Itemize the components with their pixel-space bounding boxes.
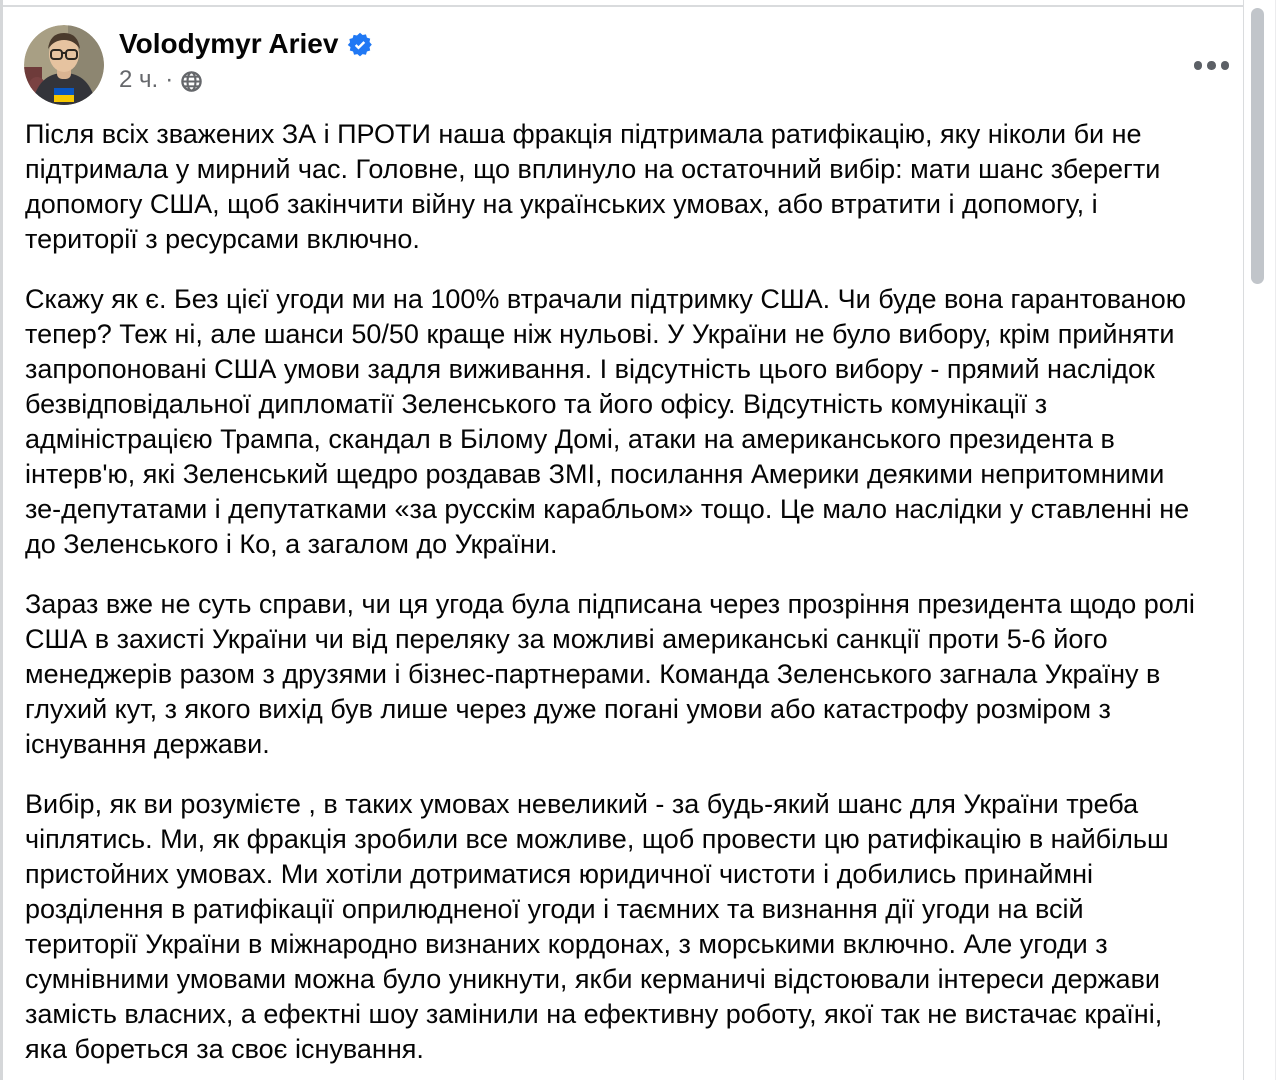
- post-meta: [119, 66, 373, 94]
- globe-icon: [180, 70, 203, 93]
- avatar-photo: [24, 25, 104, 105]
- three-dots-icon: [1194, 61, 1203, 70]
- timestamp[interactable]: 2 ч.: [119, 66, 159, 93]
- post-paragraph-3: Зараз вже не суть справи, чи ця угода була підписана через прозріння президента щодо ролі США в захисті України чи від переляку за можливі американські санкції проти 5-6 його менеджерів разом з друзями і бізнес-партнерами. Команда Зеленського загнала Україну в глухий кут, з якого вихід був лише через дуже погані умови або катастрофу розміром з існування держави.: [25, 589, 1203, 759]
- author-row: [119, 27, 373, 61]
- post-card: [3, 7, 1243, 1080]
- verified-badge-icon: [347, 32, 373, 58]
- post-header: [3, 7, 1243, 105]
- post-header-text: [119, 25, 373, 94]
- post-paragraph-1: Після всіх зважених ЗА і ПРОТИ наша фракція підтримала ратифікацію, яку ніколи би не підтримала у мирний час. Головне, що вплинуло на остаточний вибір: мати шанс зберегти допомогу США, щоб закінчити війну на українських умовах, або втратити і допомогу, і території з ресурсами включно.: [25, 119, 1168, 254]
- post-paragraph-4: Вибір, як ви розумієте , в таких умовах невеликий - за будь-який шанс для України треба чіплятись. Ми, як фракція зробили все можливе, щоб провести цю ратифікацію в найбільш пристойних умовах. Ми хотіли дотриматися юридичної чистоти і добились принаймні розділення в ратифікації оприлюдненої угоди і таємних та визнання дії угоди на всій території України в міжнародно визнаних кордонах, з морськими включно. Але угоди з сумнівними умовами можна було уникнути, якби керманичі відстоювали інтереси держави замість власних, а ефектні шоу замінили на ефективну роботу, якої так не вистачає країні, яка бореться за своє існування.: [25, 789, 1177, 1064]
- scrollbar-thumb[interactable]: [1251, 8, 1264, 284]
- avatar[interactable]: [24, 25, 104, 105]
- window-edge: [1275, 0, 1276, 1080]
- post-body: [3, 105, 1211, 1067]
- post-paragraph-2: Скажу як є. Без цієї угоди ми на 100% втрачали підтримку США. Чи буде вона гарантованою тепер? Теж ні, але шанси 50/50 краще ніж нульові. У України не було вибору, крім прийняти запропоновані США умови задля виживання. І відсутність цього вибору - прямий наслідок безвідповідальної дипломатії Зеленського та його офісу. Відсутність комунікації з адміністрацією Трампа, скандал в Білому Домі, атаки на американського президента в інтерв'ю, які Зеленський щедро роздавав ЗМІ, посилання Америки деякими непритомними зе-депутатами і депутатками «за русскім карабльом» тощо. Це мало наслідки у ставленні не до Зеленського і Ко, а загалом до України.: [25, 284, 1197, 559]
- more-options-button[interactable]: [1190, 57, 1234, 74]
- content-right-divider: [1243, 0, 1244, 1080]
- meta-separator: ·: [165, 66, 174, 93]
- author-name[interactable]: Volodymyr Ariev: [119, 28, 339, 59]
